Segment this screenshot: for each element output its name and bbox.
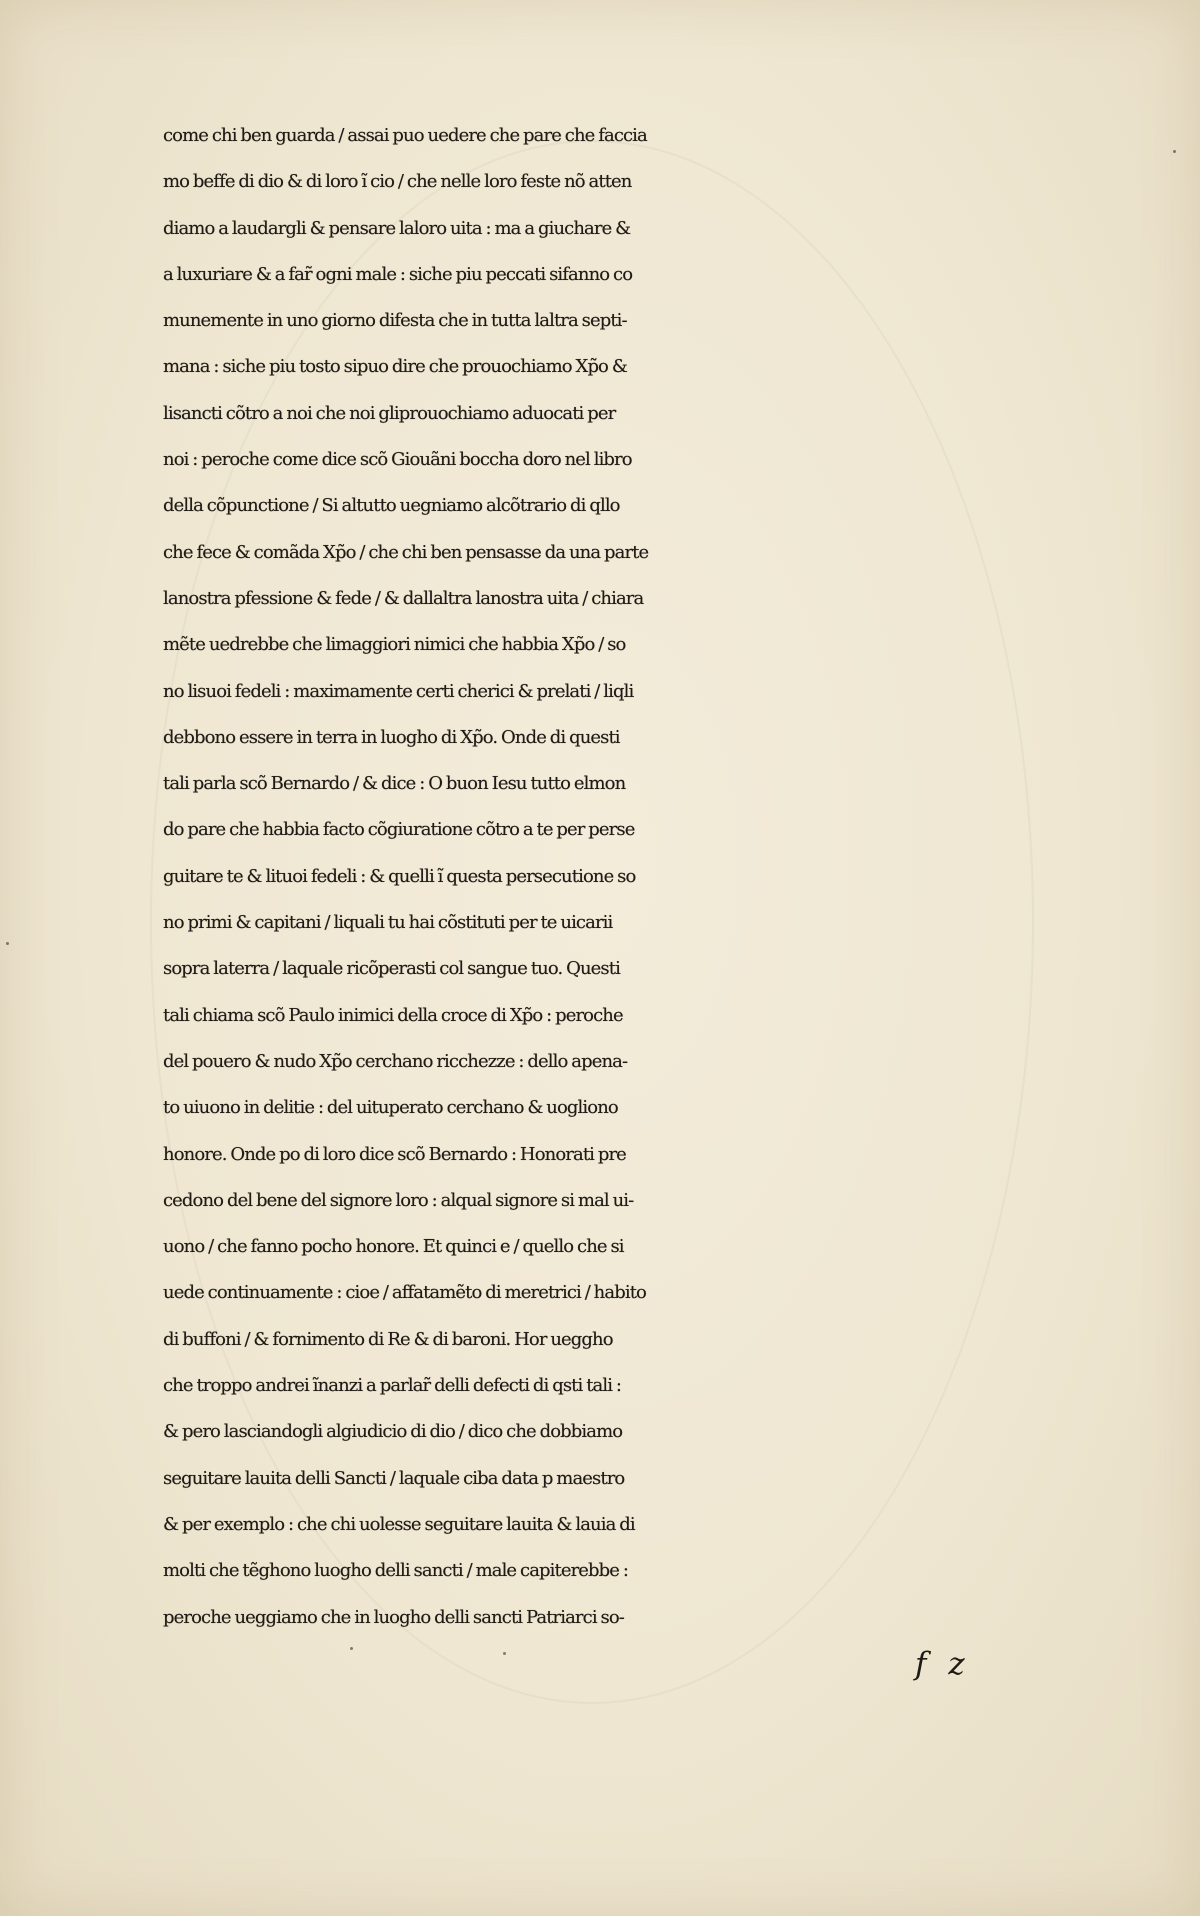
text-line-3: diamo a laudargli & pensare laloro uita : ma a giuchare & [163,217,631,239]
text-line-17: guitare te & lituoi fedeli : & quelli ĩ questa persecutione so [163,865,636,887]
text-line-21: del pouero & nudo Xp̃o cerchano ricchezze : dello apena- [163,1050,628,1072]
text-line-19: sopra laterra / laquale ricõperasti col sangue tuo. Questi [163,958,620,980]
text-line-2: mo beffe di dio & di loro ĩ cio / che nelle loro feste nõ atten [163,171,632,193]
text-line-24: cedono del bene del signore loro : alqual signore si mal ui- [163,1189,634,1211]
signature-mark: f z [915,1646,971,1682]
text-line-9: della cõpunctione / Si altutto uegniamo alcõtrario di qllo [163,495,620,517]
text-line-11: lanostra pfessione & fede / & dallaltra lanostra uita / chiara [163,587,644,609]
ink-speck [6,942,9,945]
ink-speck [1173,150,1176,153]
text-line-33: peroche ueggiamo che in luogho delli sancti Patriarci so- [163,1606,624,1628]
text-line-23: honore. Onde po di loro dice scõ Bernardo : Honorati pre [163,1143,626,1165]
text-line-32: molti che tẽghono luogho delli sancti / male capiterebbe : [163,1560,629,1582]
text-line-15: tali parla scõ Bernardo / & dice : O buon Iesu tutto elmon [163,773,626,795]
printed-text-block [163,113,1023,1641]
text-line-28: che troppo andrei ĩnanzi a parlar̃ delli defecti di qsti tali : [163,1375,622,1397]
ink-speck [350,1647,353,1650]
text-line-25: uono / che fanno pocho honore. Et quinci e / quello che si [163,1236,624,1258]
text-line-4: a luxuriare & a far̃ ogni male : siche piu peccati sifanno co [163,263,633,285]
text-line-12: mẽte uedrebbe che limaggiori nimici che habbia Xp̃o / so [163,634,626,656]
text-line-6: mana : siche piu tosto sipuo dire che prouochiamo Xp̃o & [163,356,627,378]
text-line-27: di buffoni / & fornimento di Re & di baroni. Hor ueggho [163,1328,613,1350]
text-line-22: to uiuono in delitie : del uituperato cerchano & uogliono [163,1097,618,1119]
text-line-1: come chi ben guarda / assai puo uedere che pare che faccia [163,125,647,146]
text-line-10: che fece & comãda Xp̃o / che chi ben pensasse da una parte [163,541,649,563]
text-line-16: do pare che habbia facto cõgiuratione cõtro a te per perse [163,819,635,841]
text-line-7: lisancti cõtro a noi che noi gliprouochiamo aduocati per [163,402,616,424]
text-line-5: munemente in uno giorno difesta che in tutta laltra septi- [163,310,627,332]
text-line-31: & per exemplo : che chi uolesse seguitare lauita & lauia di [163,1513,635,1535]
text-line-20: tali chiama scõ Paulo inimici della croce di Xp̃o : peroche [163,1004,623,1026]
text-line-14: debbono essere in terra in luogho di Xp̃o. Onde di questi [163,726,620,748]
text-line-30: seguitare lauita delli Sancti / laquale ciba data p maestro [163,1467,625,1489]
text-line-18: no primi & capitani / liquali tu hai cõstituti per te uicarii [163,912,613,934]
text-line-13: no lisuoi fedeli : maximamente certi cherici & prelati / liqli [163,680,634,702]
text-line-29: & pero lasciandogli algiudicio di dio / dico che dobbiamo [163,1421,623,1443]
text-line-8: noi : peroche come dice scõ Giouãni boccha doro nel libro [163,449,632,471]
ink-speck [503,1652,506,1655]
text-line-26: uede continuamente : cioe / affatamẽto di meretrici / habito [163,1282,646,1304]
